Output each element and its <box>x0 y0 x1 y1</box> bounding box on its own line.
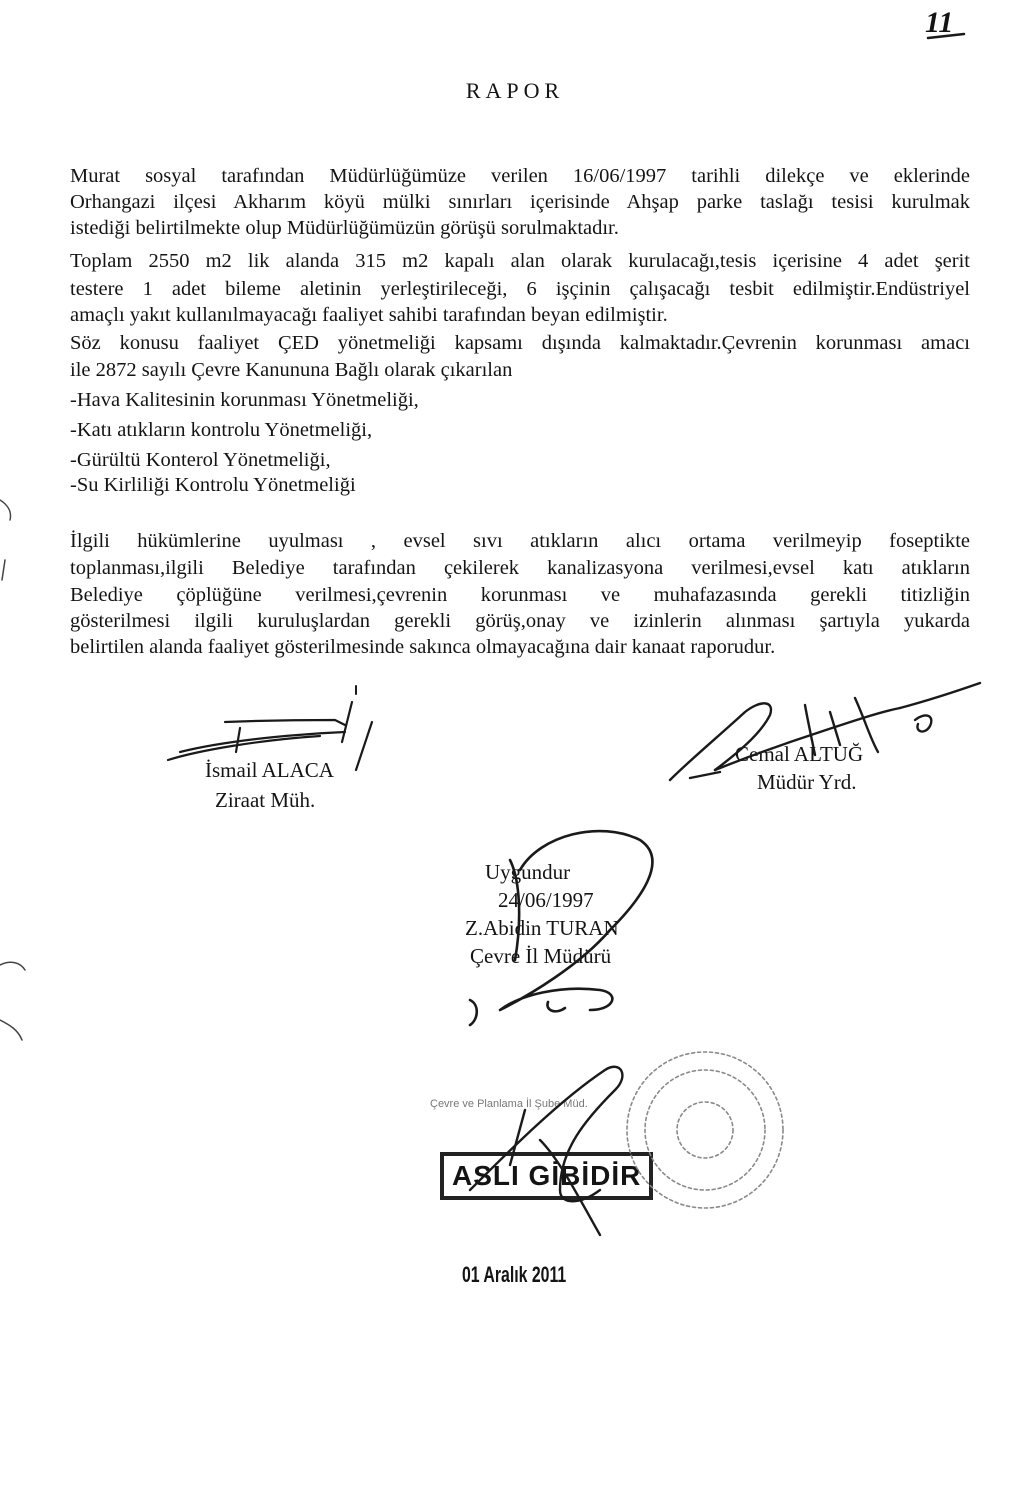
right-signatory-name: Cemal ALTUĞ <box>735 742 864 766</box>
left-signatory-title: Ziraat Müh. <box>215 788 316 812</box>
body-line: testere 1 adet bileme aletinin yerleştirileceği, 6 işçinin çalışacağı tesbit edilmiştir.Endüstriyel <box>70 278 970 300</box>
approval-name: Z.Abidin TURAN <box>465 916 619 940</box>
body-line: Söz konusu faaliyet ÇED yönetmeliği kapsamı dışında kalmaktadır.Çevrenin korunması amacı <box>70 332 970 354</box>
certified-copy-stamp: ASLI GİBİDİR <box>440 1152 653 1200</box>
stamp-signature <box>470 1067 622 1235</box>
director-signature <box>470 831 652 1025</box>
body-line: ile 2872 sayılı Çevre Kanununa Bağlı olarak çıkarılan <box>70 359 513 381</box>
body-line: Orhangazi ilçesi Akharım köyü mülki sınırları içerisinde Ahşap parke taslağı tesisi kurulmak <box>70 191 970 213</box>
stamp-header: Çevre ve Planlama İl Şube Müd. <box>430 1098 588 1110</box>
page-number: 11 <box>925 6 954 39</box>
stamp-date: 01 Aralık 2011 <box>462 1262 567 1287</box>
approval-title: Çevre İl Müdürü <box>470 944 612 968</box>
approval-label: Uygundur <box>485 860 571 884</box>
body-line: belirtilen alanda faaliyet gösterilmesinde sakınca olmayacağına dair kanaat raporudur. <box>70 636 776 658</box>
left-signatory-name: İsmail ALACA <box>205 758 334 782</box>
body-line: amaçlı yakıt kullanılmayacağı faaliyet sahibi tarafından beyan edilmiştir. <box>70 304 668 326</box>
left-signature <box>168 702 372 770</box>
regulation-item: -Hava Kalitesinin korunması Yönetmeliği, <box>70 389 419 411</box>
body-line: Toplam 2550 m2 lik alanda 315 m2 kapalı alan olarak kurulacağı,tesis içerisine 4 adet şerit <box>70 250 970 272</box>
body-line: gösterilmesi ilgili kuruluşlardan gerekli görüş,onay ve izinlerin alınması şartıyla yukarda <box>70 610 970 632</box>
document-title: RAPOR <box>465 78 565 103</box>
right-signature <box>670 683 980 780</box>
official-seal <box>627 1052 783 1208</box>
scan-margin-marks <box>0 500 25 1040</box>
body-line: toplanması,ilgili Belediye tarafından çekilerek kanalizasyona verilmesi,evsel katı atıkların <box>70 557 970 579</box>
regulation-item: -Katı atıkların kontrolu Yönetmeliği, <box>70 419 373 441</box>
regulation-item: -Su Kirliliği Kontrolu Yönetmeliği <box>70 474 356 496</box>
approval-date: 24/06/1997 <box>498 888 594 912</box>
body-line: İlgili hükümlerine uyulması , evsel sıvı atıkların alıcı ortama verilmeyip foseptikte <box>70 530 970 552</box>
body-line: Belediye çöplüğüne verilmesi,çevrenin korunması ve muhafazasında gerekli titizliğin <box>70 584 970 606</box>
body-line: istediği belirtilmekte olup Müdürlüğümüzün görüşü sorulmaktadır. <box>70 217 619 239</box>
body-line: Murat sosyal tarafından Müdürlüğümüze verilen 16/06/1997 tarihli dilekçe ve eklerinde <box>70 165 970 187</box>
regulation-item: -Gürültü Konterol Yönetmeliği, <box>70 449 331 471</box>
right-signatory-title: Müdür Yrd. <box>757 770 857 794</box>
page-number-underline <box>928 34 964 38</box>
